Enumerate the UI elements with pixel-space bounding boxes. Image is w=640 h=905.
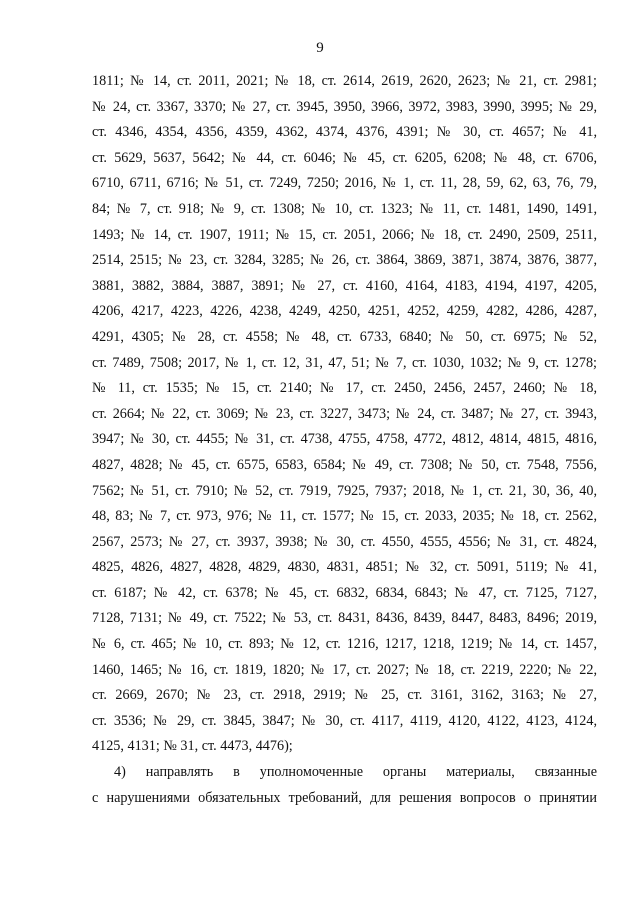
text-line: 1811; № 14, ст. 2011, 2021; № 18, ст. 2614, 2619, 2620, 2623; № 21, ст. 2981;	[92, 73, 597, 89]
text-line: 4291, 4305; № 28, ст. 4558; № 48, ст. 6733, 6840; № 50, ст. 6975; № 52,	[92, 328, 597, 345]
text-line: ст. 5629, 5637, 5642; № 44, ст. 6046; № 45, ст. 6205, 6208; № 48, ст. 6706,	[92, 149, 597, 166]
text-line: 4125, 4131; № 31, ст. 4473, 4476);	[92, 738, 293, 755]
text-line: 4827, 4828; № 45, ст. 6575, 6583, 6584; № 49, ст. 7308; № 50, ст. 7548, 7556,	[92, 456, 597, 473]
text-line: ст. 4346, 4354, 4356, 4359, 4362, 4374, 4376, 4391; № 30, ст. 4657; № 41,	[92, 124, 597, 141]
text-line: ст. 2669, 2670; № 23, ст. 2918, 2919; № 25, ст. 3161, 3162, 3163; № 27,	[92, 687, 597, 704]
text-line: ст. 3536; № 29, ст. 3845, 3847; № 30, ст. 4117, 4119, 4120, 4122, 4123, 4124,	[92, 712, 597, 729]
text-line: 3881, 3882, 3884, 3887, 3891; № 27, ст. 4160, 4164, 4183, 4194, 4197, 4205,	[92, 277, 597, 294]
text-line: 1460, 1465; № 16, ст. 1819, 1820; № 17, ст. 2027; № 18, ст. 2219, 2220; № 22,	[92, 661, 597, 678]
text-line: 2514, 2515; № 23, ст. 3284, 3285; № 26, ст. 3864, 3869, 3871, 3874, 3876, 3877,	[92, 252, 597, 269]
text-line: 4206, 4217, 4223, 4226, 4238, 4249, 4250, 4251, 4252, 4259, 4282, 4286, 4287,	[92, 303, 597, 320]
text-line: 7562; № 51, ст. 7910; № 52, ст. 7919, 7925, 7937; 2018, № 1, ст. 21, 30, 36, 40,	[92, 482, 597, 499]
text-line: ст. 6187; № 42, ст. 6378; № 45, ст. 6832, 6834, 6843; № 47, ст. 7125, 7127,	[92, 584, 597, 601]
document-body	[92, 69, 597, 811]
paragraph-4-line: 4) направлять в уполномоченные органы материалы, связанные	[114, 764, 597, 781]
page-number: 9	[316, 40, 324, 56]
text-line: 3947; № 30, ст. 4455; № 31, ст. 4738, 4755, 4758, 4772, 4812, 4814, 4815, 4816,	[92, 431, 597, 448]
text-line: 4825, 4826, 4827, 4828, 4829, 4830, 4831, 4851; № 32, ст. 5091, 5119; № 41,	[92, 559, 597, 576]
text-line: № 24, ст. 3367, 3370; № 27, ст. 3945, 3950, 3966, 3972, 3983, 3990, 3995; № 29,	[92, 98, 597, 115]
text-line: 7128, 7131; № 49, ст. 7522; № 53, ст. 8431, 8436, 8439, 8447, 8483, 8496; 2019,	[92, 610, 597, 627]
text-line: № 11, ст. 1535; № 15, ст. 2140; № 17, ст. 2450, 2456, 2457, 2460; № 18,	[92, 380, 597, 397]
paragraph-4-line: с нарушениями обязательных требований, для решения вопросов о принятии	[92, 789, 597, 806]
text-line: 2567, 2573; № 27, ст. 3937, 3938; № 30, ст. 4550, 4555, 4556; № 31, ст. 4824,	[92, 533, 597, 550]
text-line: 6710, 6711, 6716; № 51, ст. 7249, 7250; 2016, № 1, ст. 11, 28, 59, 62, 63, 76, 79,	[92, 175, 597, 192]
text-line: ст. 7489, 7508; 2017, № 1, ст. 12, 31, 47, 51; № 7, ст. 1030, 1032; № 9, ст. 1278;	[92, 354, 597, 371]
text-line: № 6, ст. 465; № 10, ст. 893; № 12, ст. 1216, 1217, 1218, 1219; № 14, ст. 1457,	[92, 636, 597, 653]
text-line: 1493; № 14, ст. 1907, 1911; № 15, ст. 2051, 2066; № 18, ст. 2490, 2509, 2511,	[92, 226, 597, 243]
text-line: 84; № 7, ст. 918; № 9, ст. 1308; № 10, ст. 1323; № 11, ст. 1481, 1490, 1491,	[92, 200, 597, 217]
text-line: ст. 2664; № 22, ст. 3069; № 23, ст. 3227, 3473; № 24, ст. 3487; № 27, ст. 3943,	[92, 405, 597, 422]
text-line: 48, 83; № 7, ст. 973, 976; № 11, ст. 1577; № 15, ст. 2033, 2035; № 18, ст. 2562,	[92, 508, 597, 525]
